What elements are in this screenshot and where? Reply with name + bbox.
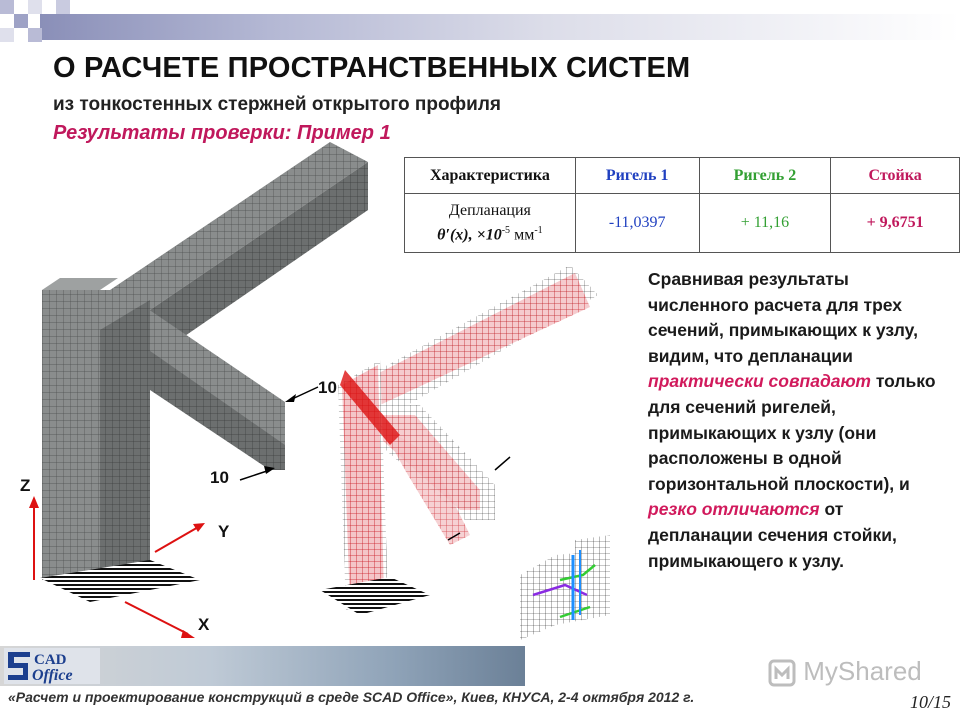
table-header-cell: Характеристика <box>405 158 576 194</box>
footer-text: «Расчет и проектирование конструкций в среде SCAD Office», Киев, КНУСА, 2-4 октября 2012 г. <box>8 689 695 705</box>
marker-arrowhead <box>285 394 296 402</box>
axis-y-arrowhead <box>193 523 205 532</box>
table-row <box>405 194 960 253</box>
marker-line <box>495 457 510 470</box>
logo-text-top: CAD <box>34 652 67 668</box>
table-header-cell: Ригель 1 <box>575 158 699 194</box>
row-label-formula: θ′(x), ×10 <box>437 226 502 244</box>
decor-square <box>14 14 28 28</box>
scad-office-logo <box>4 648 100 684</box>
column-top <box>42 278 118 290</box>
page-number: 10/15 <box>910 692 952 712</box>
watermark-text: MyShared <box>803 656 922 686</box>
inset-mesh <box>520 555 555 640</box>
table-cell-value: + 9,6751 <box>831 194 960 253</box>
slide-section-title: Результаты проверки: Пример 1 <box>53 122 391 144</box>
table-cell-value: -11,0397 <box>575 194 699 253</box>
marker-label: 10 <box>210 468 229 487</box>
section-inset <box>515 535 625 645</box>
para-text: от депланации сечения стойки, примыкающего к узлу. <box>648 499 897 571</box>
para-text: только для сечений ригелей, примыкающих к узлу (они расположены в одной горизонтальной плоскости), и <box>648 371 936 494</box>
row-label-unit: мм <box>510 226 535 244</box>
watermark <box>768 656 922 687</box>
decor-square <box>0 28 14 42</box>
axis-x-arrowhead <box>181 630 195 638</box>
explanation-paragraph <box>648 267 938 574</box>
column-web <box>100 300 150 580</box>
results-table <box>404 157 960 253</box>
column-flange <box>42 290 100 580</box>
axis-z-label: Z <box>20 476 31 495</box>
table-row-label <box>405 194 576 253</box>
deformed-beam-1 <box>365 273 590 405</box>
para-highlight: практически совпадают <box>648 371 871 392</box>
row-label-line1: Депланация <box>448 201 531 219</box>
axis-x-label: X <box>198 615 210 634</box>
header-gradient <box>40 14 960 40</box>
slide-subtitle: из тонкостенных стержней открытого профиля <box>53 94 502 115</box>
decor-square <box>0 0 14 14</box>
axis-x-line <box>125 602 188 634</box>
decor-square <box>56 0 70 14</box>
logo-text-bottom: Office <box>32 667 73 684</box>
base-plate-right <box>320 577 430 615</box>
marker-label: 10 <box>318 378 337 397</box>
watermark-icon <box>768 659 796 687</box>
table-header-cell: Ригель 2 <box>699 158 831 194</box>
axis-y-line <box>155 526 200 552</box>
para-text: Сравнивая результаты численного расчета для трех сечений, примыкающих к узлу, видим, что депланации <box>648 269 918 366</box>
para-highlight: резко отличаются <box>648 499 820 520</box>
row-label-exp1: -5 <box>501 224 511 236</box>
table-header-cell: Стойка <box>831 158 960 194</box>
axis-z-arrowhead <box>29 496 39 508</box>
decor-square <box>28 28 42 42</box>
decor-square <box>28 0 42 14</box>
table-header-row <box>405 158 960 194</box>
slide-title: О РАСЧЕТЕ ПРОСТРАНСТВЕННЫХ СИСТЕМ <box>53 52 691 84</box>
row-label-exp2: -1 <box>534 224 543 236</box>
header-band <box>0 0 960 50</box>
axis-y-label: Y <box>218 522 230 541</box>
table-cell-value: + 11,16 <box>699 194 831 253</box>
